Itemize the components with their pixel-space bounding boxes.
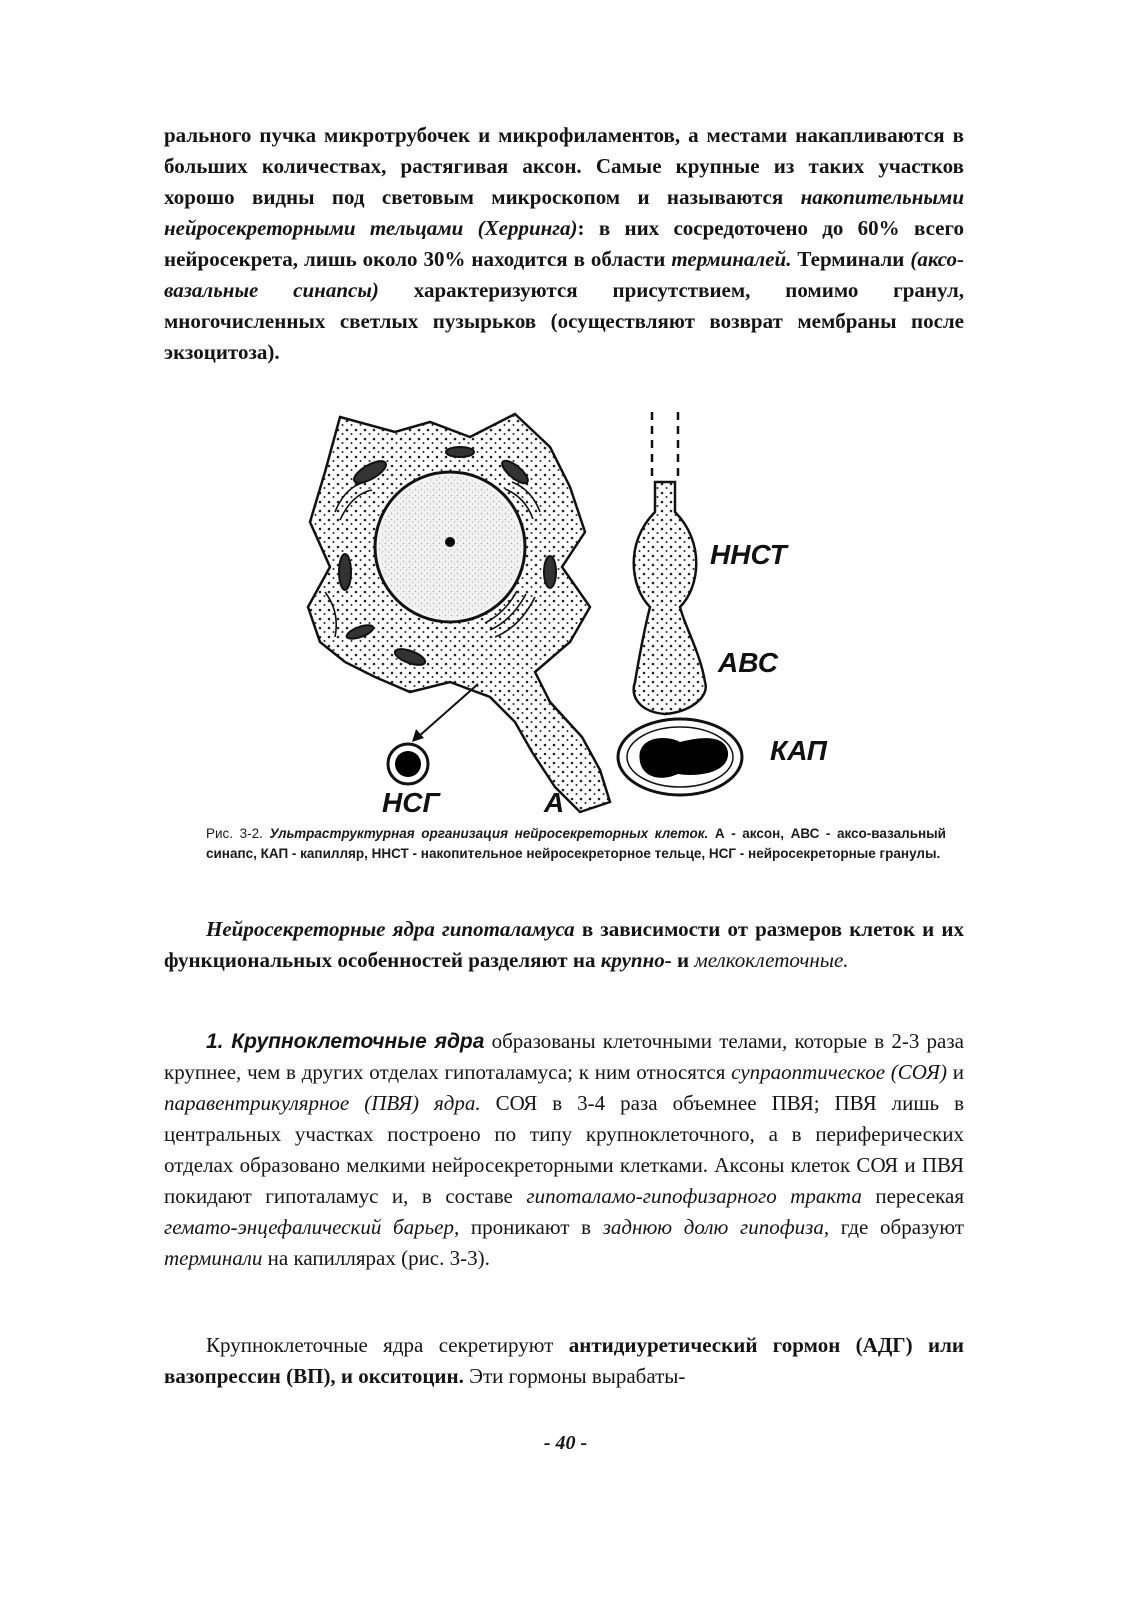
term-bold: антидиуретический гормон (АДГ) или вазопрессин (ВП), и окситоцин. — [164, 1333, 964, 1388]
label-kap: КАП — [770, 735, 827, 766]
label-a: А — [544, 787, 565, 818]
text-run: Эти гормоны вырабаты- — [463, 1364, 686, 1388]
figure-caption — [206, 824, 946, 864]
axon-terminal — [634, 412, 706, 714]
term-emphasis: гемато-энцефалический барьер, — [164, 1215, 460, 1239]
term-emphasis: (аксо-вазальные синапсы) — [164, 247, 964, 302]
term-emphasis: мелкоклеточные. — [694, 948, 849, 972]
text-run: где образуют — [829, 1215, 964, 1239]
text-run: и — [946, 1060, 964, 1084]
text-run: : в них сосредоточено до 60% всего нейросекрета, лишь около 30% находится в области — [164, 216, 964, 271]
term-emphasis: терминалей. — [671, 247, 792, 271]
caption-text: А - аксон, АВС - аксо-вазальный синапс, КАП - капилляр, ННСТ - накопительное нейросекреторное тельце, НСГ - нейросекреторные гранулы. — [206, 826, 946, 861]
paragraph-2 — [164, 914, 964, 976]
figure-neurosecretory-cell — [300, 392, 860, 822]
term-emphasis: гипоталамо-гипофизарного тракта — [526, 1184, 862, 1208]
text-run: пересекая — [861, 1184, 965, 1208]
term-emphasis: паравентрикулярное (ПВЯ) ядра. — [164, 1091, 481, 1115]
text-run: проникают в — [459, 1215, 603, 1239]
term-emphasis: крупно- — [600, 948, 672, 972]
term-emphasis: накопительными нейросекреторными тельцами (Херринга) — [164, 185, 964, 240]
section-heading: 1. Крупноклеточные ядра — [206, 1030, 485, 1053]
term-emphasis: заднюю долю гипофиза, — [602, 1215, 830, 1239]
nucleolus — [445, 537, 455, 547]
label-nsg: НСГ — [382, 787, 440, 818]
text-run: и — [671, 948, 695, 972]
term-emphasis: Нейросекреторные ядра гипоталамуса — [206, 917, 575, 941]
text-run: Терминали — [791, 247, 911, 271]
paragraph-3 — [164, 1026, 964, 1274]
text-run: на капиллярах (рис. 3-3). — [262, 1246, 490, 1270]
label-avs: АВС — [718, 647, 778, 678]
label-nnst: ННСТ — [710, 539, 787, 570]
term-emphasis: терминали — [164, 1246, 263, 1270]
granule-arrow — [418, 684, 478, 737]
paragraph-1 — [164, 120, 964, 368]
caption-number: Рис. 3-2. — [206, 826, 263, 841]
text-run: в зависимости от размеров клеток и их функциональных особенностей разделяют на — [164, 917, 964, 972]
text-run: СОЯ в 3-4 раза объемнее ПВЯ; ПВЯ лишь в центральных участках построено по типу крупноклеточного, а в периферических отделах образовано мелкими нейросекреторными клетками. Аксоны клеток СОЯ и ПВЯ покидают гипоталамус и, в составе — [164, 1091, 964, 1208]
page-number: - 40 - — [543, 1432, 588, 1454]
text-run: Крупноклеточные ядра секретируют — [206, 1333, 569, 1357]
text-run: образованы клеточными телами, которые в 2-3 раза крупнее, чем в других отделах гипоталамуса; к ним относятся — [164, 1029, 964, 1084]
term-emphasis: супраоптическое (СОЯ) — [731, 1060, 947, 1084]
text-run: характеризуются присутствием, помимо гранул, многочисленных светлых пузырьков (осуществляют возврат мембраны после экзоцитоза). — [164, 278, 964, 364]
paragraph-4 — [164, 1330, 964, 1392]
caption-title: Ультраструктурная организация нейросекреторных клеток. — [269, 826, 709, 841]
text-run: рального пучка микротрубочек и микрофиламентов, а местами накапливаются в больших количествах, растягивая аксон. Самые крупные из таких участков хорошо видны под световым микроскопом и называются — [164, 123, 964, 209]
